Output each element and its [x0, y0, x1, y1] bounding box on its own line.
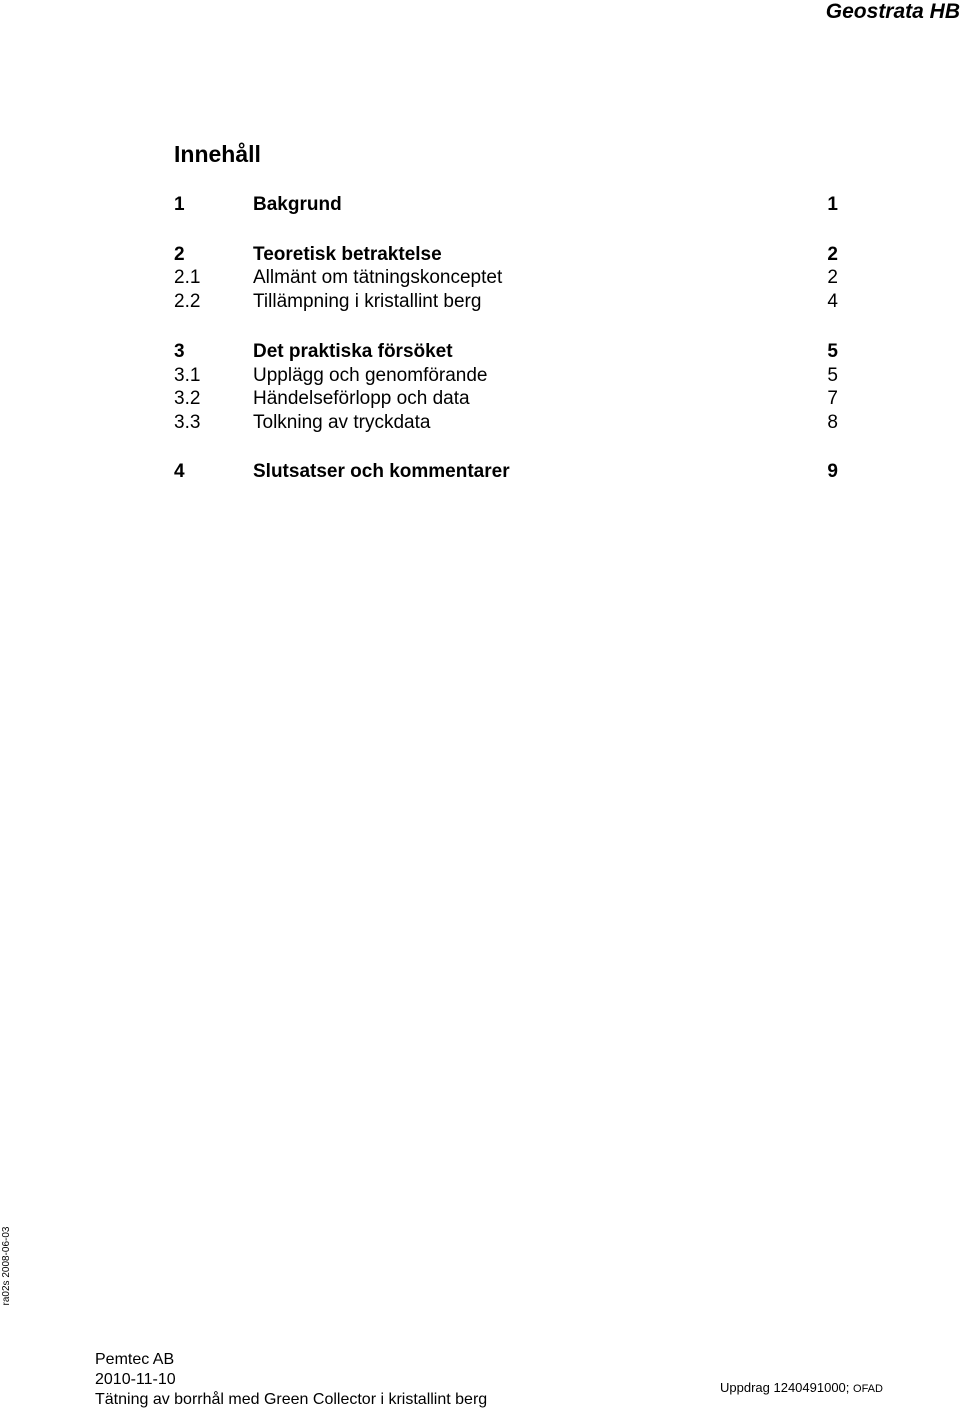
toc-entry-3-2[interactable] [174, 387, 838, 411]
toc-entry-title: Allmänt om tätningskonceptet [253, 267, 503, 288]
toc-entry-title: Teoretisk betraktelse [253, 244, 442, 265]
footer-date: 2010-11-10 [95, 1371, 176, 1388]
footer-client: Pemtec AB [95, 1351, 175, 1368]
toc-entry-page: 1 [827, 194, 838, 215]
toc-entry-title: Tillämpning i kristallint berg [253, 291, 482, 312]
toc-entry-2-2[interactable] [174, 290, 838, 314]
toc-title: Innehåll [174, 141, 261, 167]
toc-entry-page: 2 [827, 244, 838, 265]
toc-entry-number: 2 [174, 244, 185, 265]
toc-entry-1[interactable] [174, 193, 838, 217]
toc-entry-title: Tolkning av tryckdata [253, 412, 431, 433]
toc-entry-page: 5 [827, 341, 838, 362]
footer-document-title: Tätning av borrhål med Green Collector i kristallint berg [95, 1391, 488, 1408]
footer-left [95, 1350, 487, 1410]
toc-entry-title: Upplägg och genomförande [253, 365, 488, 386]
toc-entry-number: 2.1 [174, 267, 201, 288]
toc-entry-title: Slutsatser och kommentarer [253, 461, 510, 482]
toc-entry-3-3[interactable] [174, 411, 838, 435]
template-code-text: ra02s 2008-06-03 [1, 1226, 12, 1306]
toc-entry-2[interactable] [174, 243, 838, 267]
toc-entry-3[interactable] [174, 340, 838, 364]
toc-entry-page: 9 [827, 461, 838, 482]
toc-entry-page: 8 [827, 412, 838, 433]
toc-entry-number: 4 [174, 461, 185, 482]
toc-entry-page: 7 [827, 388, 838, 409]
toc-entry-4[interactable] [174, 460, 838, 484]
company-name: Geostrata HB [825, 0, 960, 23]
toc-entry-title: Händelseförlopp och data [253, 388, 470, 409]
toc-entry-number: 1 [174, 194, 185, 215]
toc-entry-page: 2 [827, 267, 838, 288]
toc-entry-number: 3.3 [174, 412, 201, 433]
toc-entry-title: Bakgrund [253, 194, 342, 215]
toc-entry-title: Det praktiska försöket [253, 341, 453, 362]
footer-right [720, 1379, 883, 1398]
toc-entry-2-1[interactable] [174, 266, 838, 290]
toc-entry-number: 3 [174, 341, 185, 362]
template-code [0, 1228, 14, 1304]
toc-entry-3-1[interactable] [174, 364, 838, 388]
toc-entry-page: 5 [827, 365, 838, 386]
footer-assignment: Uppdrag 1240491000; [720, 1380, 854, 1395]
toc-entry-number: 2.2 [174, 291, 201, 312]
toc-entry-number: 3.2 [174, 388, 201, 409]
footer-assignment-code: OFAD [853, 1383, 883, 1395]
toc-entry-page: 4 [827, 291, 838, 312]
toc-entry-number: 3.1 [174, 365, 201, 386]
